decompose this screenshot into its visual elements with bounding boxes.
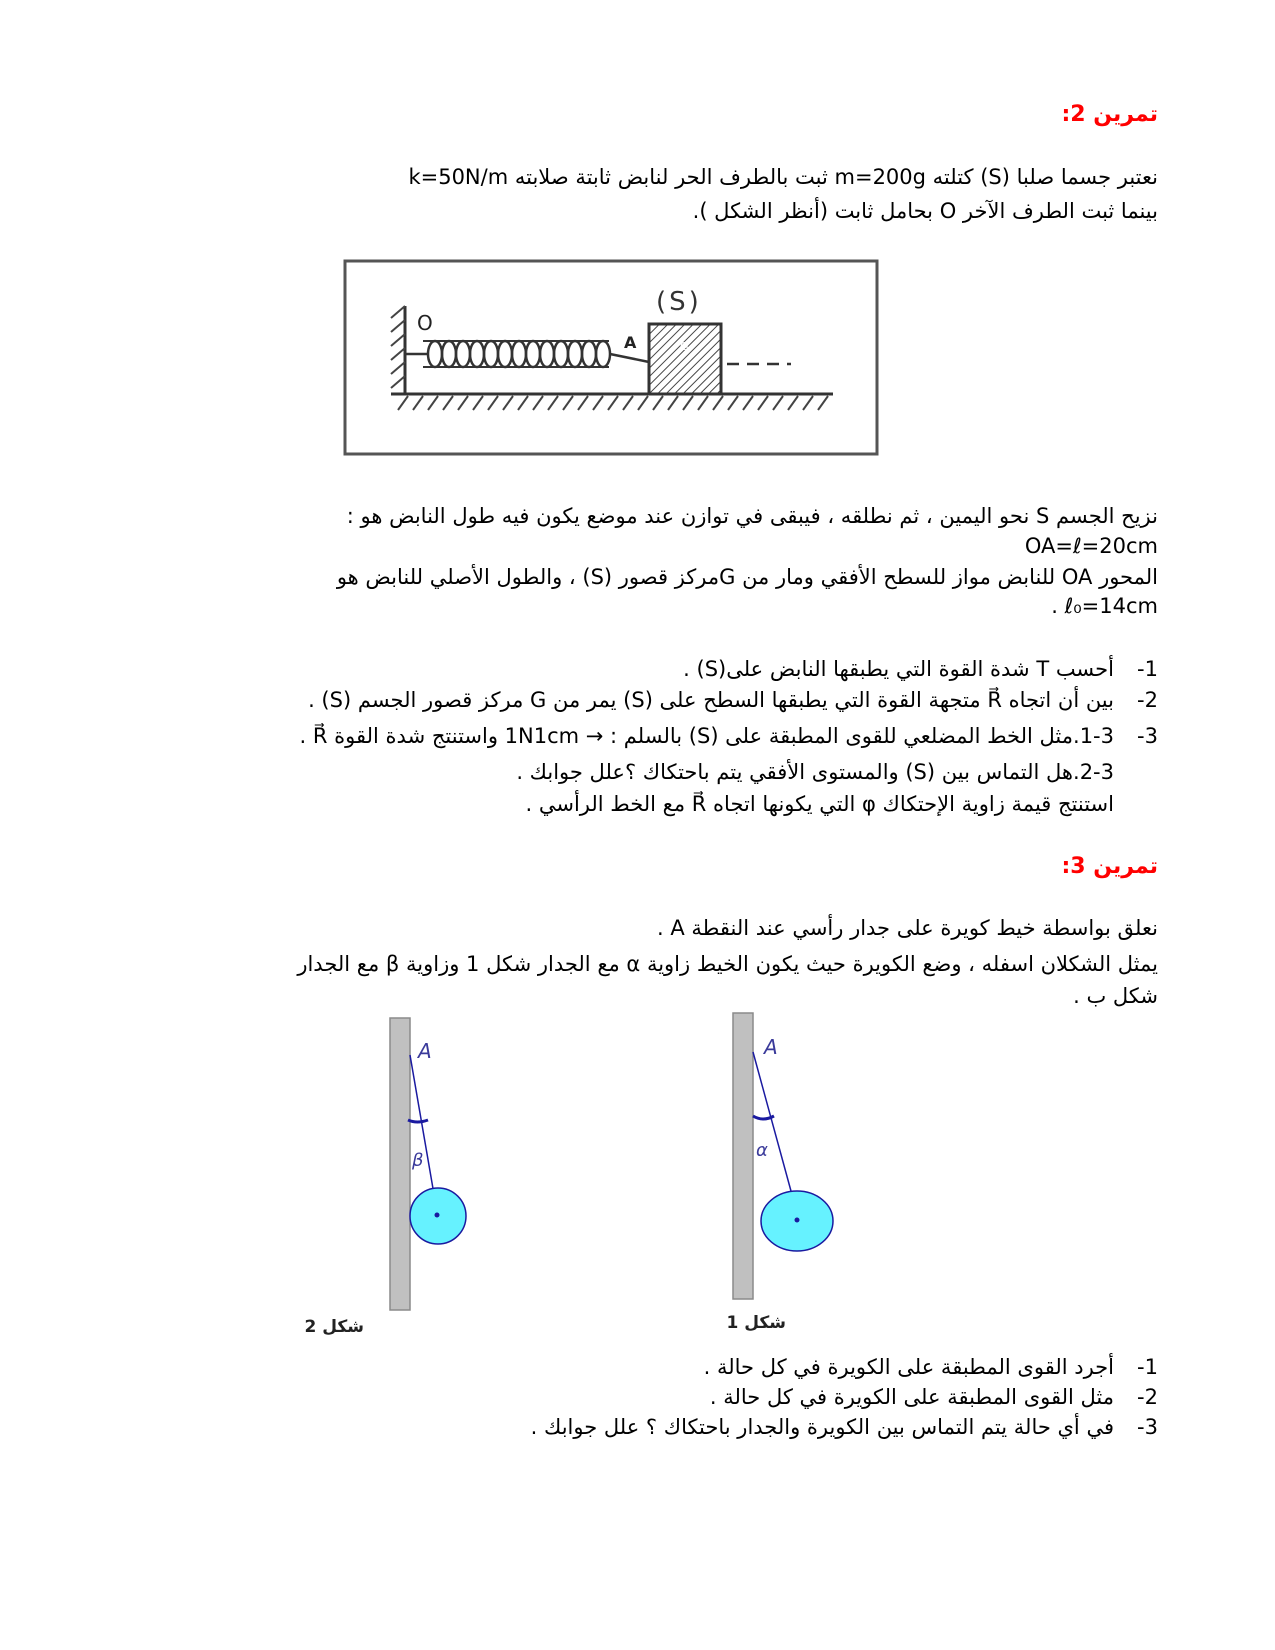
ex2-intro-line-1: نعتبر جسما صلبا (S) كتلته m=200g ثبت بالطرف الحر لنابض ثابتة صلابته k=50N/m bbox=[408, 165, 1158, 189]
ex2-sub-line-2: استنتج قيمة زاوية الإحتكاك φ التي يكونها اتجاه R⃗ مع الخط الرأسي . bbox=[525, 792, 1114, 816]
rest-length-value: . ℓ₀=14cm bbox=[1051, 594, 1158, 618]
question-number: -3 bbox=[1137, 724, 1158, 748]
question-text: أحسب T شدة القوة التي يطبقها النابض على(S) . bbox=[683, 657, 1114, 681]
fig2-label-beta: β bbox=[412, 1150, 424, 1171]
length-value: OA=ℓ=20cm bbox=[1024, 534, 1158, 558]
ex2-text2-line-1: المحور OA للنابض مواز للسطح الأفقي ومار من Gمركز قصور (S) ، والطول الأصلي للنابض هو bbox=[336, 565, 1158, 589]
spring-coils bbox=[428, 341, 610, 367]
fig1-wall bbox=[733, 1013, 753, 1299]
spring-mass-figure bbox=[343, 258, 883, 458]
ex3-question-2 bbox=[98, 1383, 1158, 1411]
question-text: 1-3.مثل الخط المضلعي للقوى المطبقة على (S) بالسلم : → 1N1cm واستنتج شدة القوة R⃗ . bbox=[299, 724, 1114, 748]
question-number: -1 bbox=[1137, 657, 1158, 681]
ex2-question-1 bbox=[98, 655, 1158, 683]
ex2-text2-line-2 bbox=[118, 592, 1158, 620]
question-text: بين أن اتجاه R⃗ متجهة القوة التي يطبقها السطح على (S) يمر من G مركز قصور الجسم (S) . bbox=[308, 688, 1114, 712]
ex3-intro-line-3: شكل ب . bbox=[1073, 984, 1158, 1008]
question-text: أجرد القوى المطبقة على الكويرة في كل حالة . bbox=[703, 1355, 1114, 1379]
fig1-ball-center bbox=[795, 1218, 800, 1223]
exercise-3-title: تمرين 3: bbox=[1061, 854, 1158, 879]
ex2-sub-line-1: 2-3.هل التماس بين (S) والمستوى الأفقي يتم باحتكاك ؟علل جوابك . bbox=[516, 760, 1114, 784]
fig1-thread bbox=[753, 1052, 797, 1213]
fig2-beta-arc bbox=[408, 1120, 428, 1122]
fig1-caption: شكل 1 bbox=[726, 1313, 786, 1333]
ex3-intro-line-1: نعلق بواسطة خيط كويرة على جدار رأسي عند النقطة A . bbox=[656, 916, 1158, 940]
ex2-intro-line-2: بينما ثبت الطرف الآخر O بحامل ثابت (أنظر الشكل ). bbox=[692, 199, 1158, 223]
question-text: في أي حالة يتم التماس بين الكويرة والجدار باحتكاك ؟ علل جوابك . bbox=[530, 1415, 1114, 1439]
label-A: A bbox=[624, 333, 637, 352]
ex2-text1-line-1: نزيح الجسم S نحو اليمين ، ثم نطلقه ، فيبقى في توازن عند موضع يكون فيه طول النابض هو : bbox=[346, 504, 1158, 528]
ex2-question-2 bbox=[98, 686, 1158, 714]
question-number: -2 bbox=[1137, 1385, 1158, 1409]
question-number: -1 bbox=[1137, 1355, 1158, 1379]
ex2-text1-line-2 bbox=[118, 532, 1158, 560]
ground-hatching bbox=[398, 396, 828, 410]
label-G: G bbox=[680, 340, 689, 353]
fig1-label-alpha: α bbox=[756, 1140, 768, 1161]
fig2-label-A: A bbox=[418, 1039, 432, 1063]
fig2-wall bbox=[390, 1018, 410, 1310]
fig2-ball-center bbox=[435, 1213, 440, 1218]
fig2-caption: شكل 2 bbox=[304, 1317, 364, 1337]
fig2-thread bbox=[410, 1055, 436, 1206]
pendulum-figures bbox=[304, 1010, 860, 1340]
label-S: (S) bbox=[656, 287, 702, 317]
label-O: O bbox=[417, 311, 433, 335]
ex2-question-3 bbox=[98, 722, 1158, 750]
question-text: مثل القوى المطبقة على الكويرة في كل حالة . bbox=[709, 1385, 1114, 1409]
fig1-alpha-arc bbox=[753, 1116, 774, 1119]
ex3-question-1 bbox=[98, 1353, 1158, 1381]
ex3-intro-line-2: يمثل الشكلان اسفله ، وضع الكويرة حيث يكون الخيط زاوية α مع الجدار شكل 1 وزاوية β مع الجدار bbox=[297, 952, 1158, 976]
solid-block-S bbox=[649, 324, 721, 394]
question-number: -3 bbox=[1137, 1415, 1158, 1439]
exercise-2-title: تمرين 2: bbox=[1061, 102, 1158, 127]
question-number: -2 bbox=[1137, 688, 1158, 712]
spring-hook bbox=[610, 354, 649, 362]
fig1-label-A: A bbox=[764, 1035, 778, 1059]
ex3-question-3 bbox=[98, 1413, 1158, 1441]
support-hatching bbox=[391, 306, 405, 388]
